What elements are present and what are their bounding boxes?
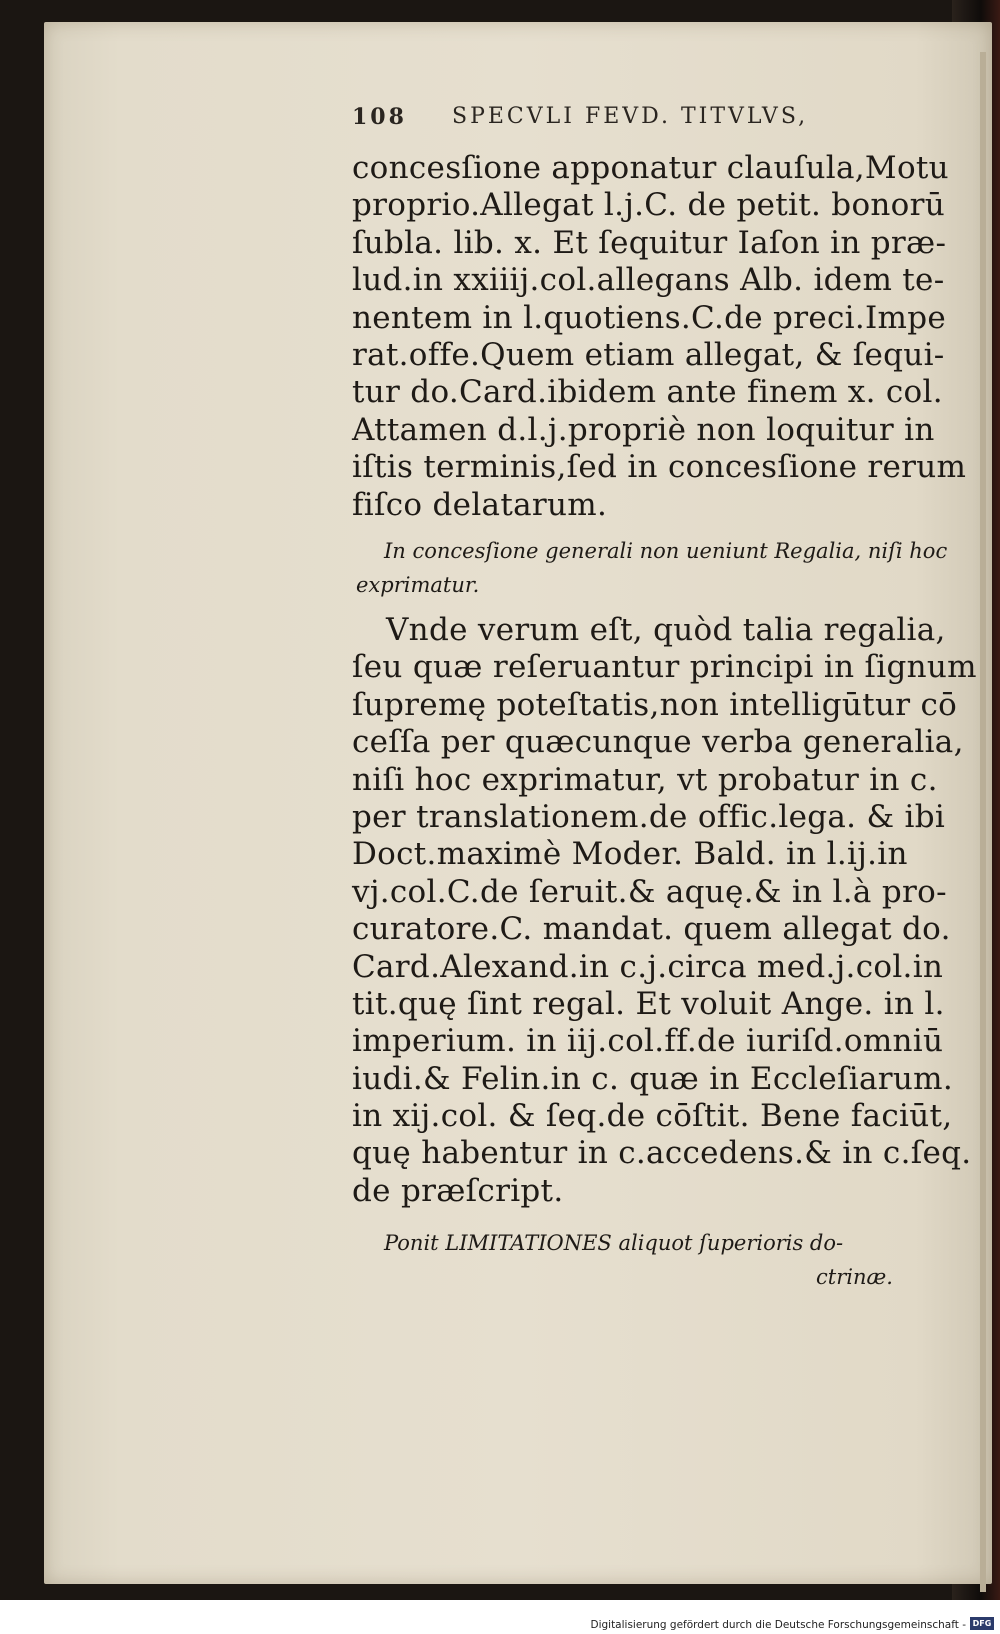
text-line: proprio.Allegat l.j.C. de petit. bonorū bbox=[352, 187, 946, 224]
text-line: curatore.C. mandat. quem allegat do. bbox=[352, 911, 951, 948]
paragraph-2 bbox=[352, 612, 977, 1210]
running-head bbox=[352, 104, 952, 134]
digitization-credit: Digitalisierung gefördert durch die Deutsche Forschungsgemeinschaft - bbox=[590, 1619, 966, 1631]
text-line: Doct.maximè Moder. Bald. in l.ij.in bbox=[352, 836, 908, 873]
page-edge bbox=[980, 52, 986, 1592]
text-line: ſeu quæ reſeruantur principi in ſignum bbox=[352, 649, 977, 686]
page-number: 108 bbox=[352, 104, 407, 130]
text-line: imperium. in iij.col.ff.de iuriſd.omniū bbox=[352, 1023, 944, 1060]
text-line: tur do.Card.ibidem ante finem x. col. bbox=[352, 374, 943, 411]
text-line: iſtis terminis,ſed in concesſione rerum bbox=[352, 449, 967, 486]
text-line: per translationem.de offic.lega. & ibi bbox=[352, 798, 946, 835]
text-line: vj.col.C.de ſeruit.& aquę.& in l.à pro- bbox=[352, 873, 947, 910]
text-line: Attamen d.l.j.propriè non loquitur in bbox=[352, 411, 935, 448]
text-line: nentem in l.quotiens.C.de preci.Impe bbox=[352, 299, 947, 336]
text-line: de præſcript. bbox=[352, 1172, 564, 1209]
running-title: SPECVLI FEVD. TITVLVS, bbox=[452, 104, 809, 129]
text-line: fiſco delatarum. bbox=[352, 486, 608, 523]
text-line: in xij.col. & ſeq.de cōſtit. Bene faciūt, bbox=[352, 1098, 953, 1135]
rubric-line: Ponit LIMITATIONES aliquot ſuperioris do- bbox=[384, 1231, 844, 1255]
text-line: ceſſa per quæcunque verba generalia, bbox=[352, 724, 964, 761]
rubric-line: In concesſione generali non ueniunt Regalia, niſi hoc bbox=[384, 539, 948, 563]
text-line: ſupremę poteſtatis,non intelligūtur cō bbox=[352, 686, 958, 723]
text-line: ſubla. lib. x. Et ſequitur Iaſon in præ- bbox=[352, 224, 947, 261]
text-line: Vnde verum eſt, quòd talia regalia, bbox=[386, 612, 946, 648]
rubric-line: exprimatur. bbox=[356, 573, 480, 597]
text-line: quę habentur in c.accedens.& in c.ſeq. bbox=[352, 1135, 972, 1172]
text-line: lud.in xxiiij.col.allegans Alb. idem te- bbox=[352, 262, 945, 299]
text-line: tit.quę ſint regal. Et voluit Ange. in l. bbox=[352, 985, 945, 1022]
text-line: Card.Alexand.in c.j.circa med.j.col.in bbox=[352, 948, 944, 985]
text-line: niſi hoc exprimatur, vt probatur in c. bbox=[352, 761, 938, 798]
text-line: concesſione apponatur clauſula,Motu bbox=[352, 150, 949, 186]
paragraph-1 bbox=[352, 150, 967, 524]
rubric-line: ctrinæ. bbox=[816, 1265, 893, 1289]
text-line: rat.offe.Quem etiam allegat, & ſequi- bbox=[352, 336, 945, 373]
dfg-logo: DFG bbox=[970, 1617, 994, 1630]
text-line: iudi.& Felin.in c. quæ in Eccleſiarum. bbox=[352, 1060, 954, 1097]
marginal-rubric-1 bbox=[356, 534, 964, 602]
marginal-rubric-2 bbox=[384, 1226, 964, 1294]
